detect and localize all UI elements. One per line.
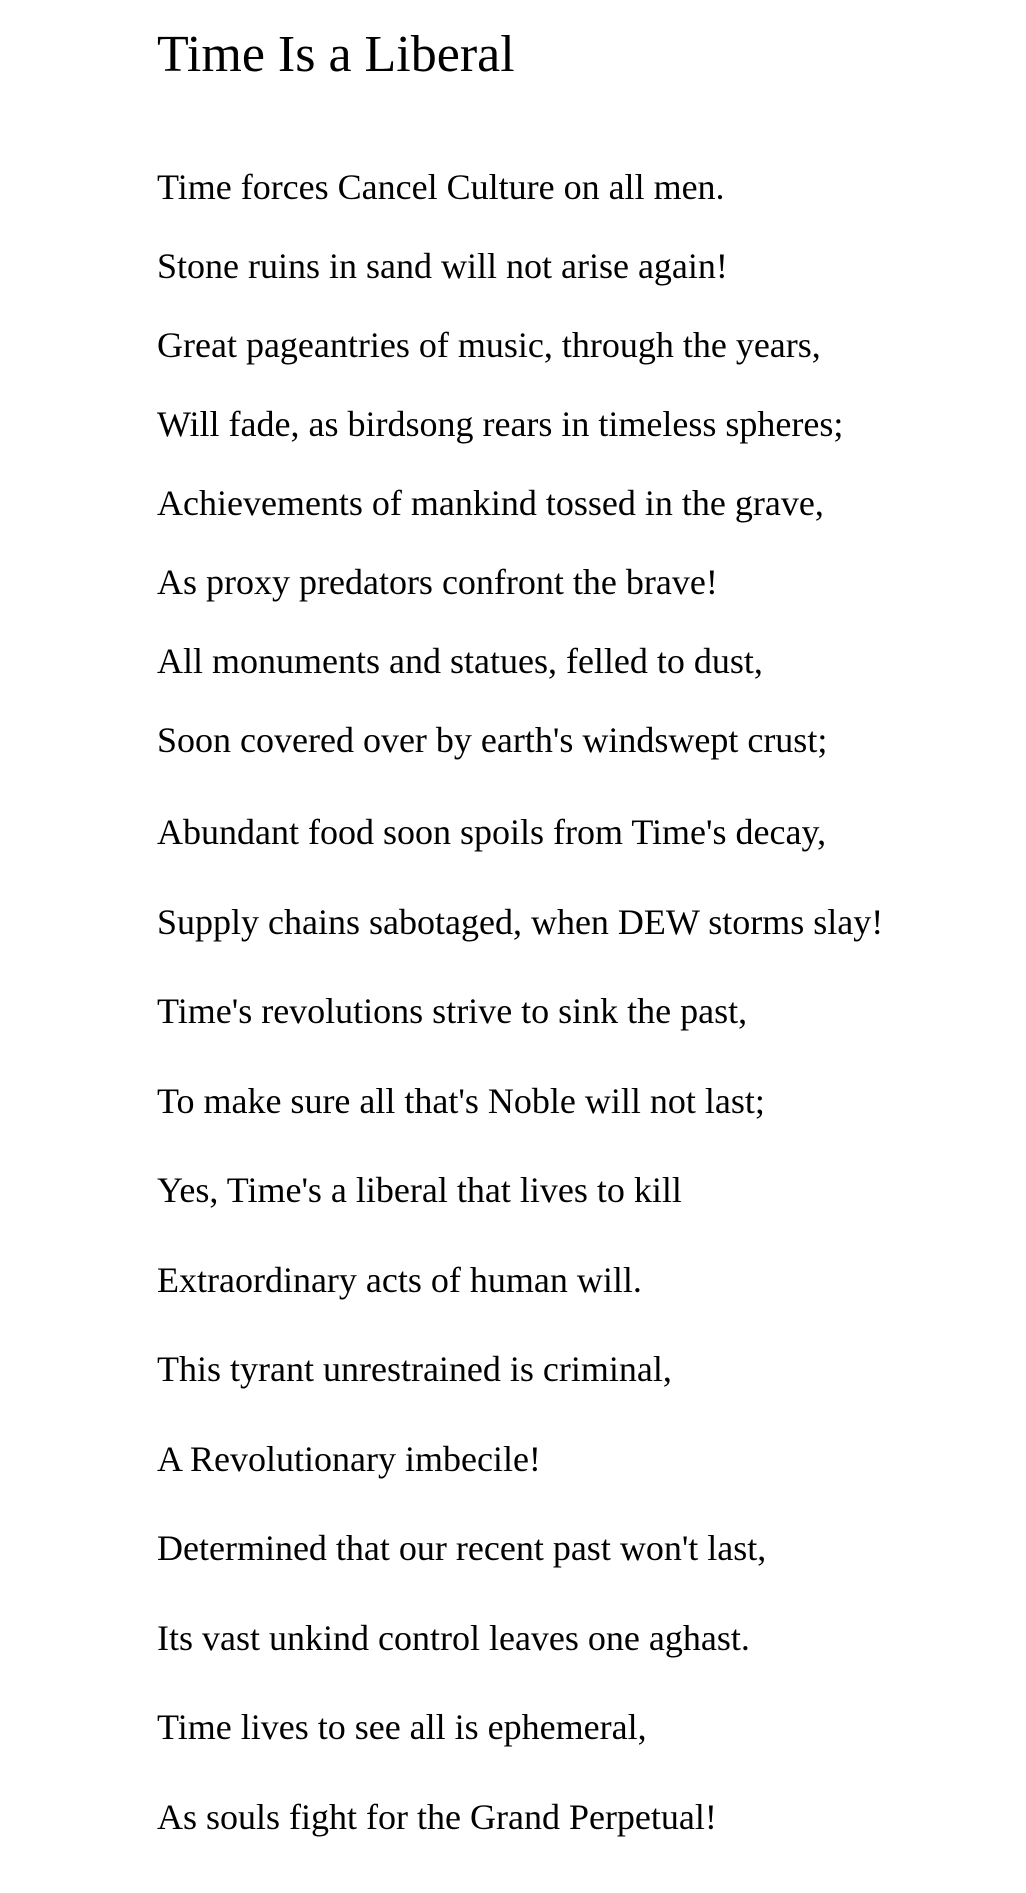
poem-line: Time lives to see all is ephemeral, — [157, 1707, 647, 1747]
poem-line: Yes, Time's a liberal that lives to kill — [157, 1170, 682, 1210]
poem-line: All monuments and statues, felled to dust, — [157, 641, 763, 681]
poem-lines-part-1 — [157, 160, 1017, 792]
poem-line: Will fade, as birdsong rears in timeless spheres; — [157, 404, 844, 444]
poem-title: Time Is a Liberal — [157, 26, 515, 83]
poem-line: Achievements of mankind tossed in the grave, — [157, 483, 824, 523]
poem-line: Time's revolutions strive to sink the past, — [157, 991, 748, 1031]
poem-line: To make sure all that's Noble will not last; — [157, 1080, 765, 1121]
poem-line: Time forces Cancel Culture on all men. — [157, 167, 725, 207]
poem-line: Determined that our recent past won't last, — [157, 1528, 767, 1568]
poem-line: Supply chains sabotaged, when DEW storms slay! — [157, 901, 884, 942]
poem-line: Its vast unkind control leaves one aghast. — [157, 1617, 750, 1658]
poem-line: A Revolutionary imbecile! — [157, 1438, 541, 1479]
poem-line: Great pageantries of music, through the years, — [157, 325, 821, 365]
poem-line: Abundant food soon spoils from Time's decay, — [157, 812, 827, 852]
poem-line: As souls fight for the Grand Perpetual! — [157, 1796, 717, 1837]
poem-line: As proxy predators confront the brave! — [157, 562, 718, 602]
poem-line: Soon covered over by earth's windswept crust; — [157, 720, 828, 760]
poem-line: This tyrant unrestrained is criminal, — [157, 1349, 672, 1389]
poem-lines-part-2 — [157, 802, 1017, 1876]
poem-line: Extraordinary acts of human will. — [157, 1259, 642, 1300]
poem-line: Stone ruins in sand will not arise again! — [157, 246, 728, 286]
